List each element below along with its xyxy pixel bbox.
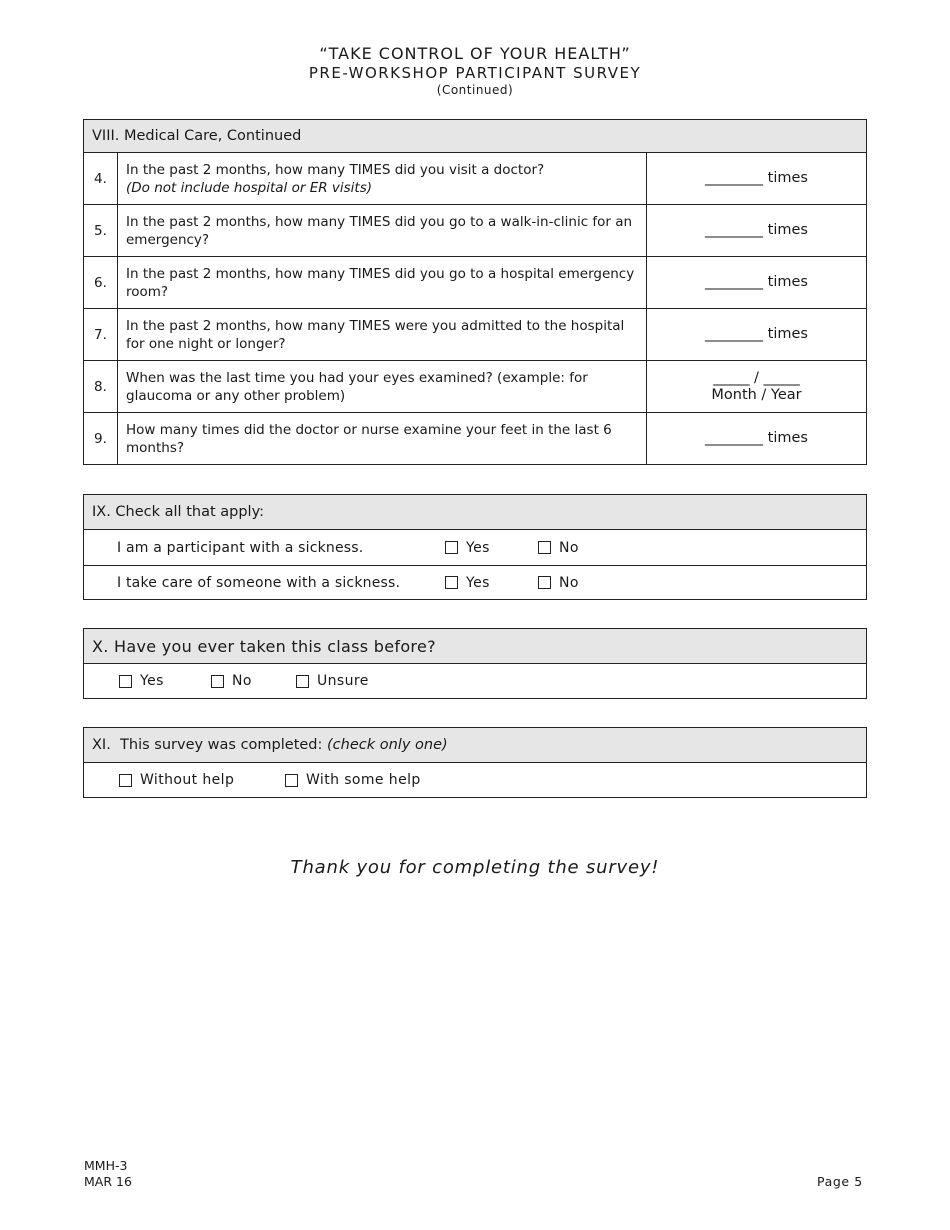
caregiver-no-option[interactable] — [538, 566, 579, 599]
thank-you-message: Thank you for completing the survey! — [290, 857, 660, 878]
question-text: In the past 2 months, how many TIMES were you admitted to the hospital for one night or longer? — [118, 309, 647, 361]
form-date: MAR 16 — [84, 1174, 132, 1189]
question-number: 7. — [84, 309, 118, 361]
checklist-label: I take care of someone with a sickness. — [117, 574, 401, 591]
survey-title: “TAKE CONTROL OF YOUR HEALTH” — [319, 44, 631, 63]
times-answer-field[interactable]: ________ times — [647, 205, 867, 257]
checklist-row-caregiver — [84, 565, 866, 599]
section-10-title: X. Have you ever taken this class before? — [84, 629, 866, 664]
option-label: No — [559, 574, 579, 591]
question-text: In the past 2 months, how many TIMES did you go to a hospital emergency room? — [118, 257, 647, 309]
question-number: 5. — [84, 205, 118, 257]
participant-no-option[interactable] — [538, 530, 579, 565]
checkbox[interactable] — [538, 541, 551, 554]
question-number: 4. — [84, 153, 118, 205]
question-number: 9. — [84, 413, 118, 465]
option-label: No — [559, 539, 579, 556]
checkbox[interactable] — [211, 675, 224, 688]
question-note: (Do not include hospital or ER visits) — [126, 179, 373, 196]
option-label: Yes — [140, 673, 164, 689]
checkbox[interactable] — [119, 675, 132, 688]
section-11-title — [84, 728, 866, 763]
checklist-label: I am a participant with a sickness. — [117, 539, 364, 556]
month-year-answer-field[interactable] — [647, 361, 867, 413]
page-number: Page 5 — [817, 1174, 863, 1189]
question-row-4 — [84, 153, 867, 205]
checkbox[interactable] — [538, 576, 551, 589]
question-number: 6. — [84, 257, 118, 309]
times-answer-field[interactable]: ________ times — [647, 153, 867, 205]
option-label: Unsure — [317, 673, 369, 689]
section-11-box — [83, 727, 867, 798]
section-9-box — [83, 494, 867, 600]
section-9-title: IX. Check all that apply: — [84, 495, 866, 530]
continued-note: (Continued) — [436, 83, 514, 97]
completion-options — [84, 763, 866, 797]
question-row-8 — [84, 361, 867, 413]
times-answer-field[interactable]: ________ times — [647, 309, 867, 361]
option-label: Yes — [466, 539, 490, 556]
month-year-label: Month / Year — [711, 386, 802, 403]
section-8-title: VIII. Medical Care, Continued — [84, 120, 867, 153]
option-label: No — [232, 673, 252, 689]
question-row-7 — [84, 309, 867, 361]
question-row-5 — [84, 205, 867, 257]
medical-care-table — [83, 119, 867, 465]
class-before-options — [84, 664, 866, 698]
participant-yes-option[interactable] — [445, 530, 490, 565]
section-11-title-text: XI. This survey was completed: — [92, 737, 328, 753]
checkbox[interactable] — [119, 774, 132, 787]
times-answer-field[interactable]: ________ times — [647, 257, 867, 309]
question-text — [118, 153, 647, 205]
question-row-9 — [84, 413, 867, 465]
page-header — [0, 44, 950, 98]
times-answer-field[interactable]: ________ times — [647, 413, 867, 465]
footer-form-info — [84, 1158, 132, 1190]
class-before-yes-option[interactable] — [119, 664, 164, 698]
section-11-title-note: (check only one) — [327, 737, 448, 753]
question-row-6 — [84, 257, 867, 309]
option-label: Yes — [466, 574, 490, 591]
question-text: How many times did the doctor or nurse examine your feet in the last 6 months? — [118, 413, 647, 465]
form-code: MMH-3 — [84, 1158, 128, 1173]
class-before-no-option[interactable] — [211, 664, 252, 698]
without-help-option[interactable] — [119, 763, 234, 797]
section-10-box — [83, 628, 867, 699]
checkbox[interactable] — [285, 774, 298, 787]
checkbox[interactable] — [296, 675, 309, 688]
survey-subtitle: PRE-WORKSHOP PARTICIPANT SURVEY — [308, 64, 642, 82]
checklist-row-participant — [84, 530, 866, 565]
option-label: With some help — [306, 772, 421, 788]
question-text-line: In the past 2 months, how many TIMES did you visit a doctor? — [126, 161, 545, 178]
question-text: In the past 2 months, how many TIMES did you go to a walk-in-clinic for an emergency? — [118, 205, 647, 257]
checkbox[interactable] — [445, 576, 458, 589]
checkbox[interactable] — [445, 541, 458, 554]
caregiver-yes-option[interactable] — [445, 566, 490, 599]
with-some-help-option[interactable] — [285, 763, 421, 797]
question-number: 8. — [84, 361, 118, 413]
option-label: Without help — [140, 772, 235, 788]
class-before-unsure-option[interactable] — [296, 664, 369, 698]
month-year-blank: _____ / _____ — [713, 369, 800, 386]
question-text: When was the last time you had your eyes examined? (example: for glaucoma or any other problem) — [118, 361, 647, 413]
